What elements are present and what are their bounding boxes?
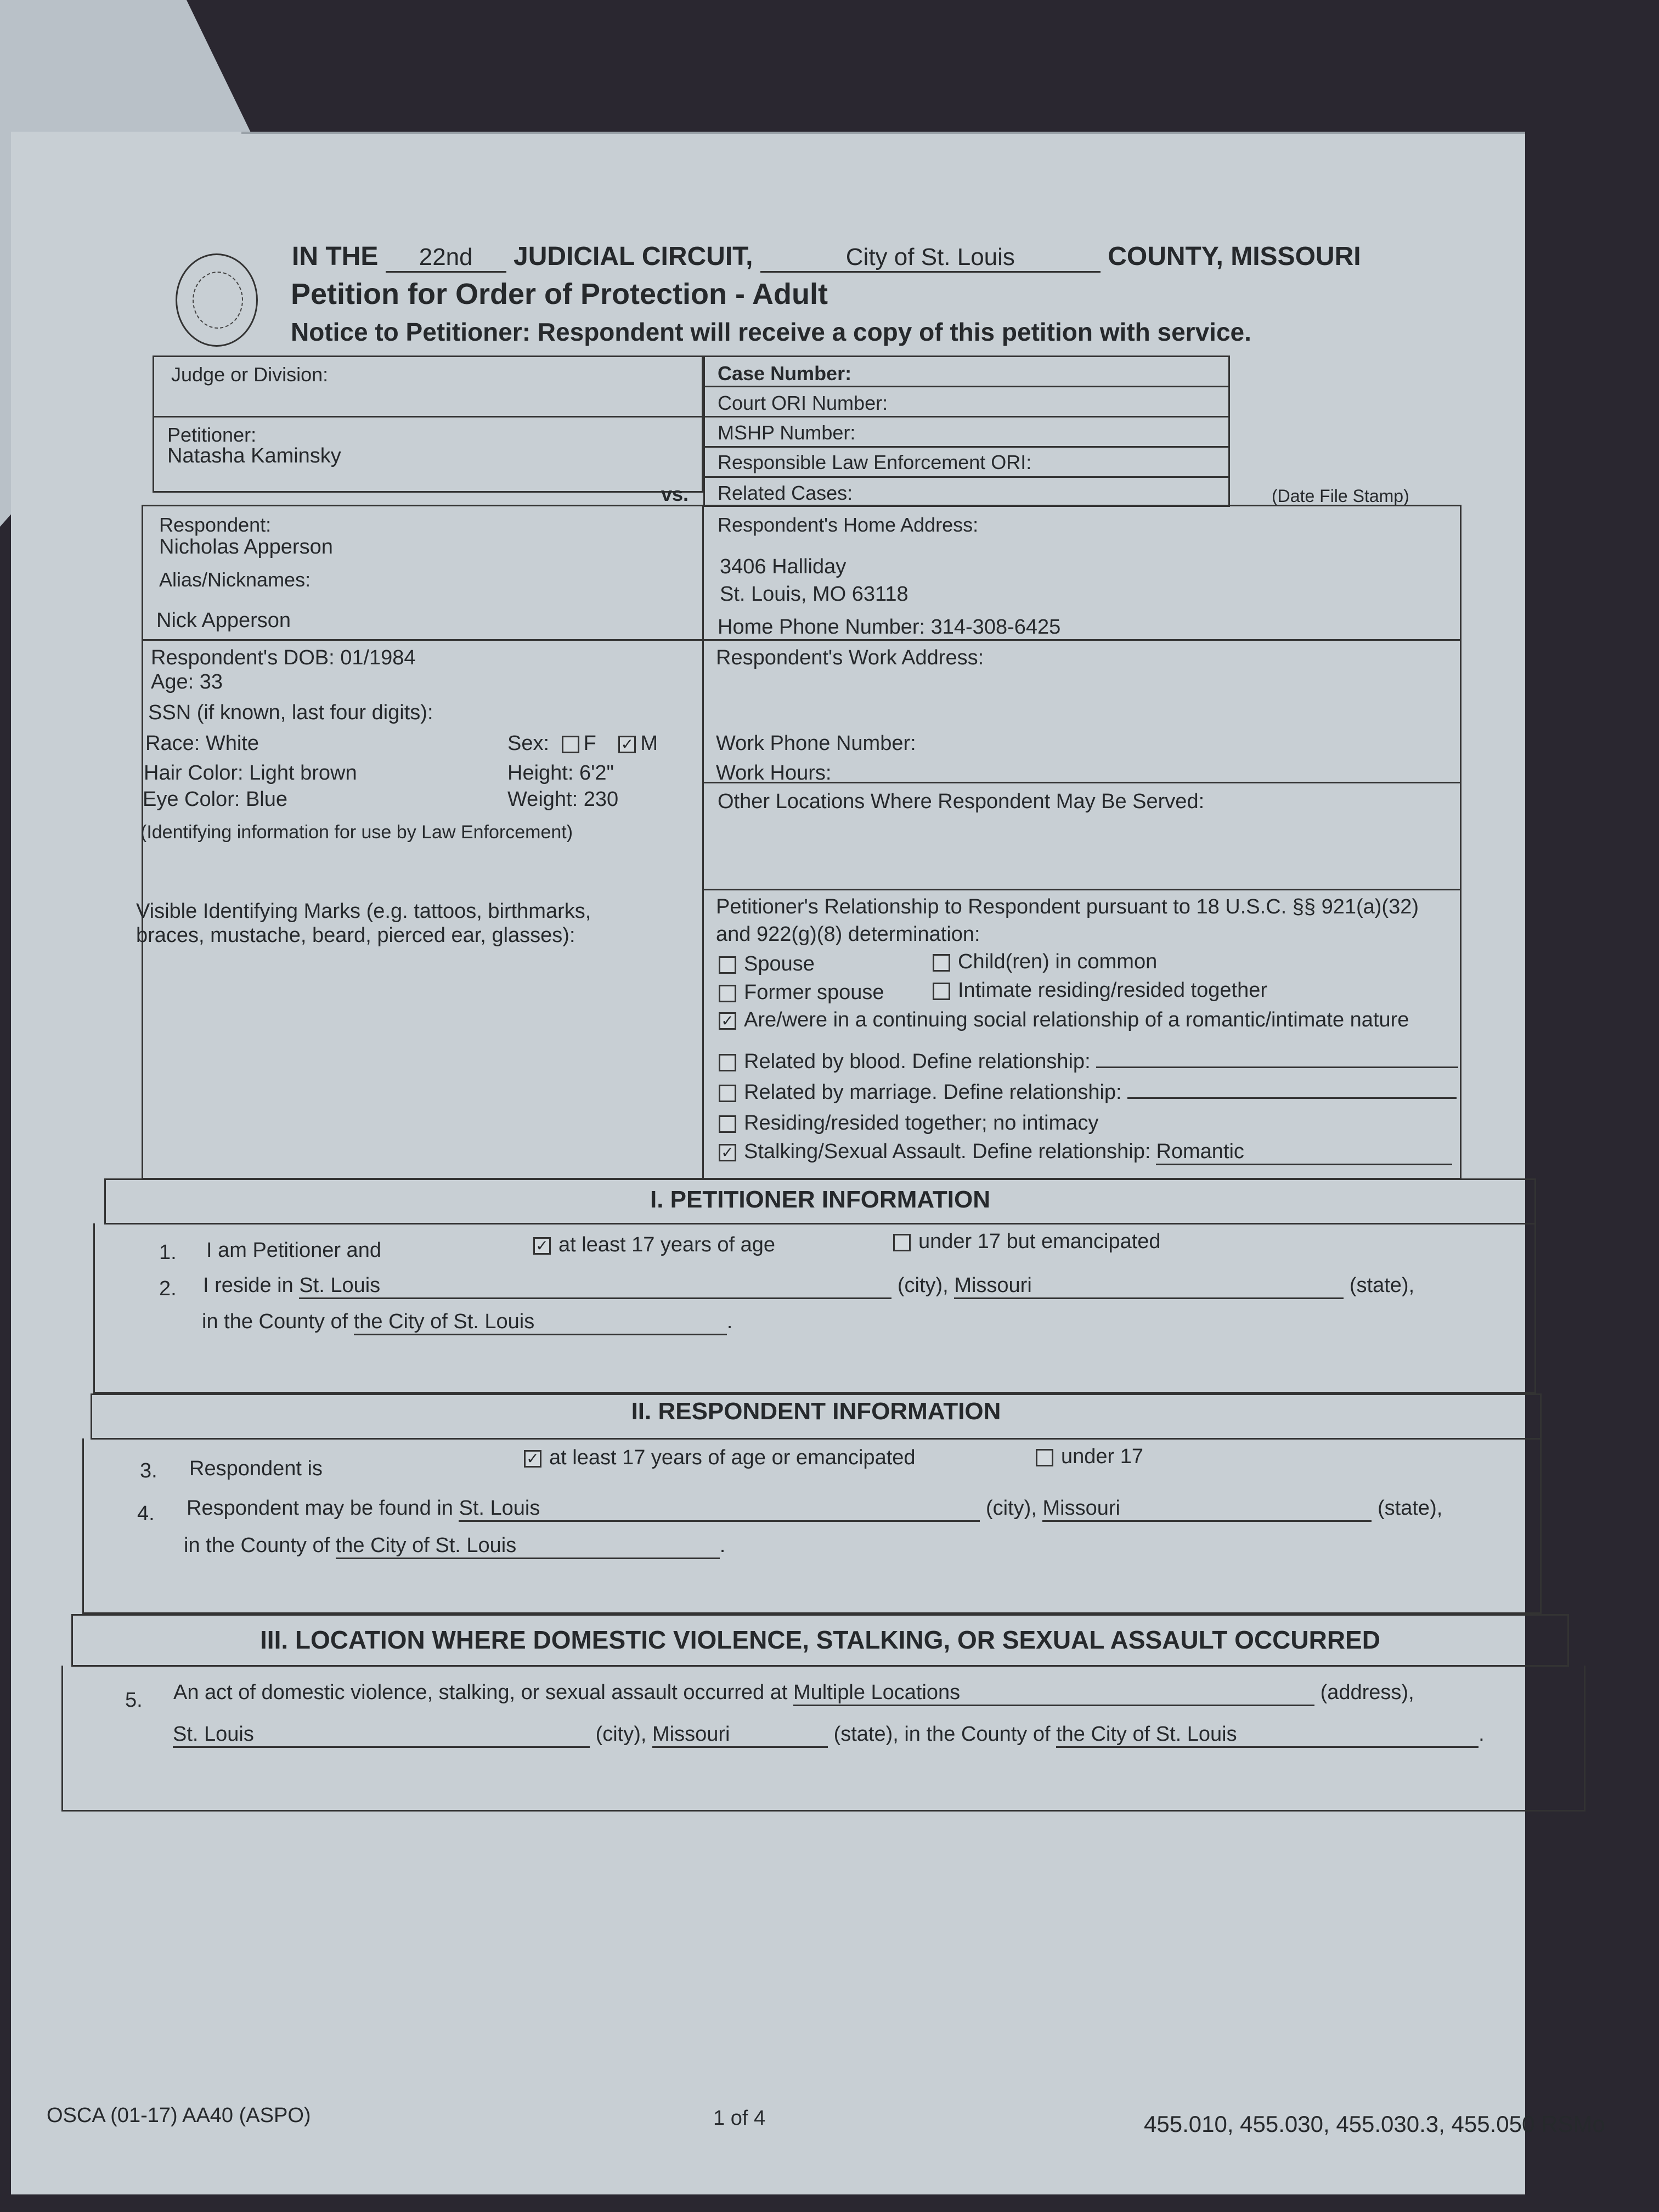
petitioner-county: the City of St. Louis xyxy=(354,1310,727,1335)
respondent-name: Nicholas Apperson xyxy=(159,535,333,558)
intimate-checkbox[interactable] xyxy=(933,983,950,1000)
mshp-label: MSHP Number: xyxy=(718,421,856,444)
s2-under-17 xyxy=(1036,1445,1143,1469)
continuing-checkbox[interactable]: ✓ xyxy=(719,1012,736,1030)
missouri-seal-icon xyxy=(176,253,258,347)
state-county-label: (state), in the County of xyxy=(833,1723,1051,1746)
marriage-label: Related by marriage. Define relationship: xyxy=(744,1081,1122,1104)
s1-n1: 1. xyxy=(159,1241,177,1264)
other-locations-label: Other Locations Where Respondent May Be Served: xyxy=(718,790,1205,813)
relationship-intro-2: and 922(g)(8) determination: xyxy=(716,923,980,946)
stalking-label: Stalking/Sexual Assault. Define relationship: xyxy=(744,1140,1151,1163)
work-address-label: Respondent's Work Address: xyxy=(716,646,984,669)
weight: Weight: 230 xyxy=(507,788,619,811)
petitioner-17-label: at least 17 years of age xyxy=(558,1233,776,1256)
residing-label: Residing/resided together; no intimacy xyxy=(744,1111,1099,1135)
spouse-checkbox[interactable] xyxy=(719,956,736,974)
opt-former-spouse xyxy=(719,981,884,1005)
stalking-value: Romantic xyxy=(1156,1140,1452,1165)
height: Height: 6'2" xyxy=(507,761,614,785)
s2-n3: 3. xyxy=(140,1459,157,1482)
petitioner-state: Missouri xyxy=(954,1274,1344,1299)
page-title: Petition for Order of Protection - Adult xyxy=(291,278,828,311)
continuing-label: Are/were in a continuing social relationship of a romantic/intimate nature xyxy=(744,1008,1409,1031)
relationship-intro-1: Petitioner's Relationship to Respondent pursuant to 18 U.S.C. §§ 921(a)(32) xyxy=(716,895,1419,918)
work-hours-label: Work Hours: xyxy=(716,761,832,785)
petitioner-label: Petitioner: xyxy=(167,424,257,446)
address-line2: St. Louis, MO 63118 xyxy=(720,583,909,606)
city-label-3: (city), xyxy=(595,1723,647,1746)
blood-label: Related by blood. Define relationship: xyxy=(744,1050,1091,1073)
home-address-label: Respondent's Home Address: xyxy=(718,514,979,536)
intimate-label: Intimate residing/resided together xyxy=(958,979,1267,1002)
respondent-county: the City of St. Louis xyxy=(336,1534,720,1559)
blood-checkbox[interactable] xyxy=(719,1054,736,1071)
sex-f-checkbox[interactable] xyxy=(562,736,579,753)
opt-marriage xyxy=(719,1081,1457,1104)
children-checkbox[interactable] xyxy=(933,954,950,972)
race: Race: White xyxy=(145,732,259,755)
s2-found xyxy=(187,1497,1442,1522)
sex-f-label: F xyxy=(583,732,596,755)
blood-line xyxy=(1096,1066,1458,1068)
respondent-under17-label: under 17 xyxy=(1061,1445,1144,1468)
related-cases-label: Related Cases: xyxy=(718,482,853,504)
address-label: (address), xyxy=(1320,1681,1414,1704)
form-page-top xyxy=(241,132,1525,194)
opt-residing xyxy=(719,1111,1098,1135)
circuit-number: 22nd xyxy=(386,244,506,273)
opt-intimate xyxy=(933,979,1267,1002)
marriage-checkbox[interactable] xyxy=(719,1085,736,1102)
opt-blood xyxy=(719,1050,1458,1074)
opt-spouse xyxy=(719,952,815,976)
form-id: OSCA (01-17) AA40 (ASPO) xyxy=(47,2104,311,2127)
state-label: (state), xyxy=(1349,1274,1415,1297)
eye-color: Eye Color: Blue xyxy=(143,788,288,811)
county-label: in the County of xyxy=(202,1310,348,1333)
statutes: 455.010, 455.030, 455.030.3, 455.050 RSMo xyxy=(1144,2111,1605,2137)
s2-at-least-17 xyxy=(524,1446,916,1470)
respondent-under17-checkbox[interactable] xyxy=(1036,1449,1053,1466)
residing-checkbox[interactable] xyxy=(719,1115,736,1133)
alias-label: Alias/Nicknames: xyxy=(159,568,311,591)
sex-label: Sex: xyxy=(507,732,550,755)
header-line xyxy=(292,241,1361,273)
marriage-line xyxy=(1127,1097,1457,1099)
case-number-label: Case Number: xyxy=(718,362,852,385)
age: Age: 33 xyxy=(151,670,223,693)
law-enforcement-ori-label: Responsible Law Enforcement ORI: xyxy=(718,451,1032,473)
s2-item3: Respondent is xyxy=(189,1457,323,1480)
s1-n2: 2. xyxy=(159,1277,177,1300)
ssn-label: SSN (if known, last four digits): xyxy=(148,701,433,724)
state-label-2: (state), xyxy=(1378,1497,1443,1520)
s3-location: St. Louis (city), Missouri (state), in the County of the City of St. Louis . xyxy=(173,1723,1485,1748)
reside-in-label: I reside in xyxy=(203,1274,294,1297)
opt-continuing xyxy=(719,1008,1409,1032)
home-phone: Home Phone Number: 314-308-6425 xyxy=(718,616,1061,639)
s2-n4: 4. xyxy=(137,1502,155,1525)
sex-m-checkbox[interactable]: ✓ xyxy=(618,736,636,753)
sex-m-label: M xyxy=(640,732,658,755)
petitioner-under17-label: under 17 but emancipated xyxy=(918,1230,1161,1253)
date-stamp-label: (Date File Stamp) xyxy=(1272,486,1409,506)
s2-county: in the County of the City of St. Louis . xyxy=(184,1534,725,1559)
marks-label-1: Visible Identifying Marks (e.g. tattoos, birthmarks, xyxy=(136,900,591,923)
address-line1: 3406 Halliday xyxy=(720,555,847,578)
header-in-the: IN THE xyxy=(292,242,379,271)
judge-division-label: Judge or Division: xyxy=(171,363,329,386)
county-label-2: in the County of xyxy=(184,1534,330,1557)
occurrence-county: the City of St. Louis xyxy=(1056,1723,1479,1748)
petitioner-name: Natasha Kaminsky xyxy=(167,444,341,467)
s3-item5 xyxy=(173,1681,1414,1706)
id-note: (Identifying information for use by Law Enforcement) xyxy=(140,822,573,843)
page-number: 1 of 4 xyxy=(713,2107,766,2130)
section2-title: II. RESPONDENT INFORMATION xyxy=(631,1398,1001,1425)
spouse-label: Spouse xyxy=(744,952,815,975)
s3-n5: 5. xyxy=(125,1689,143,1712)
s1-item1: I am Petitioner and xyxy=(206,1239,381,1262)
header-county-missouri: COUNTY, MISSOURI xyxy=(1108,242,1361,271)
notice: Notice to Petitioner: Respondent will receive a copy of this petition with service. xyxy=(291,318,1251,346)
found-in-label: Respondent may be found in xyxy=(187,1497,453,1520)
former-spouse-label: Former spouse xyxy=(744,981,884,1004)
dob: Respondent's DOB: 01/1984 xyxy=(151,646,416,669)
city-label: (city), xyxy=(897,1274,949,1297)
s1-at-least-17 xyxy=(533,1233,775,1257)
s1-reside xyxy=(203,1274,1414,1299)
s1-county: in the County of the City of St. Louis . xyxy=(202,1310,732,1335)
court-ori-label: Court ORI Number: xyxy=(718,392,888,414)
city-label-2: (city), xyxy=(986,1497,1037,1520)
respondent-17-checkbox[interactable]: ✓ xyxy=(524,1450,541,1468)
header-judicial-circuit: JUDICIAL CIRCUIT, xyxy=(514,242,753,271)
s1-under-17 xyxy=(893,1230,1161,1254)
children-label: Child(ren) in common xyxy=(958,950,1158,973)
occurrence-state: Missouri xyxy=(652,1723,828,1748)
hair-color: Hair Color: Light brown xyxy=(144,761,357,785)
respondent-label: Respondent: xyxy=(159,514,272,536)
marks-label-2: braces, mustache, beard, pierced ear, glasses): xyxy=(136,924,575,947)
occurrence-city: St. Louis xyxy=(173,1723,590,1748)
sex-field xyxy=(507,732,658,755)
section1-title: I. PETITIONER INFORMATION xyxy=(650,1186,991,1213)
petitioner-under17-checkbox[interactable] xyxy=(893,1234,911,1251)
former-spouse-checkbox[interactable] xyxy=(719,985,736,1002)
county-name: City of St. Louis xyxy=(760,244,1101,273)
section3-title: III. LOCATION WHERE DOMESTIC VIOLENCE, STALKING, OR SEXUAL ASSAULT OCCURRED xyxy=(260,1626,1380,1654)
work-phone-label: Work Phone Number: xyxy=(716,732,916,755)
petitioner-17-checkbox[interactable]: ✓ xyxy=(533,1237,551,1255)
stalking-checkbox[interactable]: ✓ xyxy=(719,1144,736,1161)
respondent-state: Missouri xyxy=(1042,1497,1372,1522)
opt-children xyxy=(933,950,1157,974)
respondent-17-label: at least 17 years of age or emancipated xyxy=(549,1446,916,1469)
petitioner-city: St. Louis xyxy=(299,1274,891,1299)
vs-label: vs. xyxy=(661,483,689,505)
item5-label: An act of domestic violence, stalking, or sexual assault occurred at xyxy=(173,1681,788,1704)
alias-value: Nick Apperson xyxy=(156,609,291,632)
opt-stalking xyxy=(719,1140,1452,1165)
respondent-city: St. Louis xyxy=(459,1497,980,1522)
occurrence-address: Multiple Locations xyxy=(793,1681,1314,1706)
